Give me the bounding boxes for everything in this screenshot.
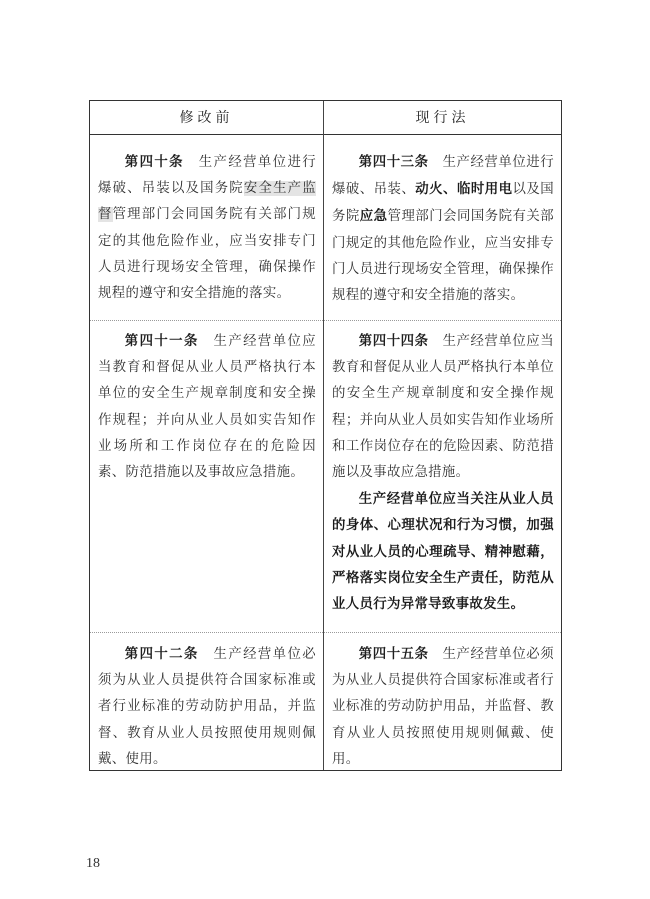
page-number: 18 [86, 856, 100, 871]
article-label: 第四十二条 [124, 646, 199, 662]
amended-text: 动火、临时用电 [415, 181, 513, 198]
article-text: 管理部门会同国务院有关部门规定的其他危险作业，应当安排专门人员进行现场安全管理，确保操作规程的遵守和安全措施的落实。 [98, 207, 316, 302]
row-1-before-cell [98, 149, 316, 307]
article-text: 生产经营单位应当教育和督促从业人员严格执行本单位的安全生产规章制度和安全操作规程；并向从业人员如实告知作业场所和工作岗位存在的危险因素、防范措施以及事故应急措施。 [332, 334, 555, 481]
row-3-current-cell [332, 641, 554, 773]
article-text: 生产经营单位应当教育和督促从业人员严格执行本单位的安全生产规章制度和安全操作规程；并向从业人员如实告知作业场所和工作岗位存在的危险因素、防范措施以及事故应急措施。 [98, 334, 316, 481]
comparison-table [89, 100, 562, 771]
article-text: 生产经营单位进行爆破、吊装、 [332, 155, 555, 198]
article-text: 以及国务院 [332, 182, 554, 225]
article-text: 生产经营单位必须为从业人员提供符合国家标准或者行业标准的劳动防护用品，并监督、教育从业人员按照使用规则佩戴、使用。 [98, 647, 316, 767]
row-separator [90, 632, 561, 633]
column-divider [323, 101, 324, 770]
added-paragraph: 生产经营单位应当关注从业人员的身体、心理状况和行为习惯，加强对从业人员的心理疏导、精神慰藉，严格落实岗位安全生产责任，防范从业人员行为异常导致事故发生。 [332, 491, 554, 613]
header-current-law: 现行法 [415, 110, 470, 126]
row-3-before-cell [98, 641, 316, 773]
article-label: 第四十条 [124, 154, 184, 170]
row-2-before-cell [98, 328, 316, 486]
row-2-current-cell [332, 328, 554, 617]
article-label: 第四十四条 [358, 333, 429, 349]
article-text: 管理部门会同国务院有关部门规定的其他危险作业，应当安排专门人员进行现场安全管理，确保操作规程的遵守和安全措施的落实。 [332, 209, 555, 304]
article-label: 第四十一条 [124, 333, 199, 349]
article-label: 第四十三条 [358, 154, 429, 170]
amended-text: 应急 [359, 208, 388, 225]
highlighted-text: 安全生产监督 [98, 181, 317, 223]
row-1-current-cell [332, 149, 554, 309]
article-label: 第四十五条 [358, 646, 429, 662]
row-separator [90, 320, 561, 321]
article-text: 生产经营单位进行爆破、吊装以及国务院 [98, 155, 316, 197]
header-before-amendment: 修改前 [179, 110, 234, 126]
table-header-row [90, 101, 561, 135]
article-text: 生产经营单位必须为从业人员提供符合国家标准或者行业标准的劳动防护用品，并监督、教育从业人员按照使用规则佩戴、使用。 [332, 647, 555, 767]
